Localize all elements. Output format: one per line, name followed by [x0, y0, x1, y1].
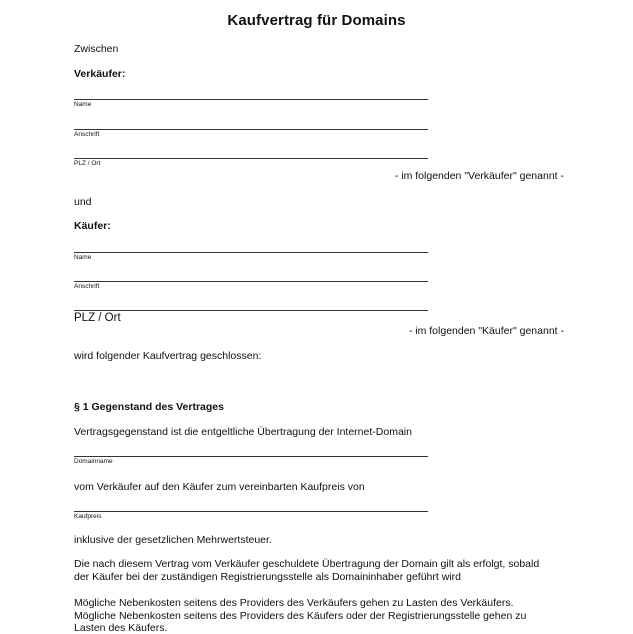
- seller-city-line[interactable]: [74, 158, 428, 159]
- transfer-line-2: der Käufer bei der zuständigen Registrierungsstelle als Domaininhaber geführt wird: [74, 571, 461, 583]
- domain-name-line[interactable]: [74, 456, 428, 457]
- seller-name-line[interactable]: [74, 99, 428, 100]
- seller-designation: - im folgenden "Verkäufer" genannt -: [394, 170, 564, 182]
- seller-city-label: PLZ / Ort: [74, 160, 101, 167]
- buyer-city-line[interactable]: [74, 310, 428, 311]
- price-text: vom Verkäufer auf den Käufer zum vereinbarten Kaufpreis von: [74, 481, 365, 493]
- buyer-city-label: PLZ / Ort: [74, 312, 121, 324]
- seller-address-line[interactable]: [74, 129, 428, 130]
- section1-subject-text: Vertragsgegenstand ist die entgeltliche Übertragung der Internet-Domain: [74, 426, 412, 438]
- intro-text: Zwischen: [74, 43, 119, 55]
- costs-line-3: Lasten des Käufers.: [74, 622, 168, 634]
- buyer-address-line[interactable]: [74, 281, 428, 282]
- seller-name-label: Name: [74, 101, 92, 108]
- contract-statement: wird folgender Kaufvertrag geschlossen:: [74, 350, 262, 362]
- price-label: Kaufpreis: [74, 513, 102, 520]
- costs-line-2: Mögliche Nebenkosten seitens des Providers des Käufers oder der Registrierungsstelle gehen zu: [74, 610, 527, 622]
- price-line[interactable]: [74, 511, 428, 512]
- buyer-name-line[interactable]: [74, 252, 428, 253]
- section1-heading: § 1 Gegenstand des Vertrages: [74, 401, 224, 413]
- buyer-address-label: Anschrift: [74, 283, 100, 290]
- buyer-designation: - im folgenden "Käufer" genannt -: [408, 325, 564, 337]
- buyer-name-label: Name: [74, 254, 92, 261]
- seller-address-label: Anschrift: [74, 131, 100, 138]
- connector-text: und: [74, 196, 92, 208]
- domain-name-label: Domainname: [74, 458, 113, 465]
- transfer-line-1: Die nach diesem Vertrag vom Verkäufer geschuldete Übertragung der Domain gilt als erfolgt, sobald: [74, 558, 540, 570]
- buyer-heading: Käufer:: [74, 220, 111, 232]
- document-title: Kaufvertrag für Domains: [227, 12, 406, 29]
- vat-text: inklusive der gesetzlichen Mehrwertsteuer.: [74, 534, 272, 546]
- seller-heading: Verkäufer:: [74, 68, 126, 80]
- costs-line-1: Mögliche Nebenkosten seitens des Providers des Verkäufers gehen zu Lasten des Verkäufers.: [74, 597, 514, 609]
